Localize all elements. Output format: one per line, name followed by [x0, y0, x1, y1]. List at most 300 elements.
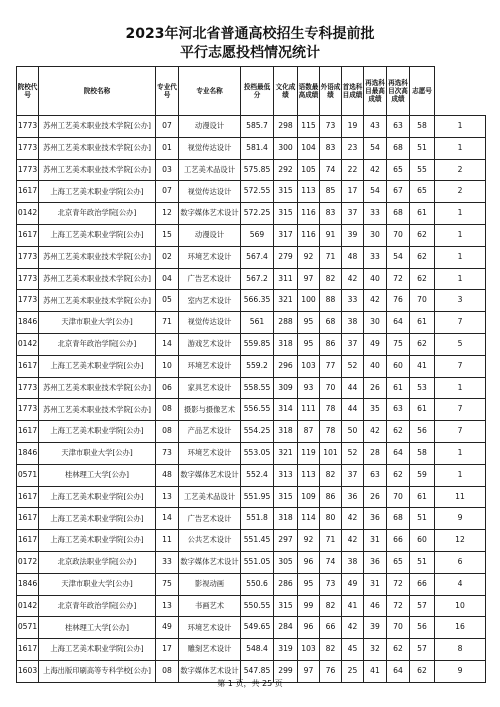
cell-major-name: 家具艺术设计	[179, 377, 241, 399]
cell-first-subject: 42	[342, 530, 364, 552]
cell-second-subject-max: 28	[364, 442, 387, 464]
cell-culture-score: 319	[274, 639, 298, 661]
cell-first-subject: 17	[342, 181, 364, 203]
cell-major-name: 数字媒体艺术设计	[179, 203, 241, 225]
cell-culture-score: 311	[274, 268, 298, 290]
cell-undefined: 9	[435, 660, 486, 682]
cell-second-subject-max: 30	[364, 312, 387, 334]
cell-undefined: 2	[435, 159, 486, 181]
cell-second-subject-next: 65	[387, 551, 410, 573]
cell-culture-score: 318	[274, 508, 298, 530]
cell-school-name: 苏州工艺美术职业技术学院[公办]	[39, 159, 156, 181]
cell-major-code: 06	[156, 377, 179, 399]
cell-preference-no: 56	[410, 421, 435, 443]
cell-chinese-math-max: 99	[298, 595, 320, 617]
cell-school-code: 1773	[17, 137, 39, 159]
cell-second-subject-next: 72	[387, 268, 410, 290]
cell-first-subject: 37	[342, 333, 364, 355]
cell-school-name: 桂林理工大学[公办]	[39, 617, 156, 639]
cell-chinese-math-max: 92	[298, 246, 320, 268]
cell-preference-no: 65	[410, 181, 435, 203]
cell-foreign-lang: 74	[320, 551, 342, 573]
cell-first-subject: 23	[342, 137, 364, 159]
cell-min-score: 567.2	[241, 268, 274, 290]
cell-first-subject: 42	[342, 508, 364, 530]
document-title: 2023年河北省普通高校招生专科提前批	[125, 26, 375, 42]
cell-chinese-math-max: 115	[298, 116, 320, 138]
column-header-second-subject-max: 再选科目最高成绩	[364, 67, 387, 116]
cell-foreign-lang: 73	[320, 116, 342, 138]
table-body	[17, 116, 486, 683]
cell-major-code: 05	[156, 290, 179, 312]
cell-major-name: 广告艺术设计	[179, 268, 241, 290]
column-header-foreign-lang: 外语成绩	[320, 67, 342, 116]
cell-preference-no: 66	[410, 573, 435, 595]
cell-preference-no: 51	[410, 551, 435, 573]
table-header	[17, 67, 486, 116]
cell-major-name: 工艺美术品设计	[179, 159, 241, 181]
cell-major-name: 公共艺术设计	[179, 530, 241, 552]
cell-second-subject-max: 30	[364, 224, 387, 246]
cell-min-score: 552.4	[241, 464, 274, 486]
cell-major-code: 33	[156, 551, 179, 573]
cell-school-name: 上海出版印刷高等专科学校[公办]	[39, 660, 156, 682]
cell-second-subject-next: 70	[387, 617, 410, 639]
cell-school-code: 0142	[17, 333, 39, 355]
table-row	[17, 268, 486, 290]
cell-chinese-math-max: 97	[298, 268, 320, 290]
cell-second-subject-next: 66	[387, 530, 410, 552]
cell-second-subject-next: 62	[387, 639, 410, 661]
cell-school-name: 上海工艺美术职业学院[公办]	[39, 421, 156, 443]
cell-second-subject-max: 42	[364, 159, 387, 181]
table-row	[17, 399, 486, 421]
admission-table	[16, 66, 486, 683]
cell-school-name: 北京政法职业学院[公办]	[39, 551, 156, 573]
cell-min-score: 558.55	[241, 377, 274, 399]
cell-first-subject: 52	[342, 442, 364, 464]
cell-second-subject-max: 49	[364, 333, 387, 355]
cell-foreign-lang: 66	[320, 617, 342, 639]
cell-major-name: 雕刻艺术设计	[179, 639, 241, 661]
cell-major-name: 数字媒体艺术设计	[179, 464, 241, 486]
cell-major-name: 工艺美术品设计	[179, 486, 241, 508]
cell-chinese-math-max: 111	[298, 399, 320, 421]
cell-school-code: 1773	[17, 290, 39, 312]
cell-second-subject-max: 54	[364, 137, 387, 159]
cell-second-subject-max: 54	[364, 181, 387, 203]
cell-school-code: 1617	[17, 639, 39, 661]
cell-preference-no: 56	[410, 617, 435, 639]
cell-school-name: 上海工艺美术职业学院[公办]	[39, 224, 156, 246]
cell-school-code: 1617	[17, 530, 39, 552]
cell-school-name: 天津市职业大学[公办]	[39, 312, 156, 334]
cell-first-subject: 42	[342, 268, 364, 290]
cell-undefined: 8	[435, 639, 486, 661]
cell-first-subject: 44	[342, 399, 364, 421]
cell-major-code: 07	[156, 116, 179, 138]
cell-undefined: 7	[435, 355, 486, 377]
cell-preference-no: 62	[410, 660, 435, 682]
cell-first-subject: 38	[342, 551, 364, 573]
cell-major-code: 08	[156, 660, 179, 682]
cell-school-code: 0571	[17, 464, 39, 486]
cell-min-score: 550.6	[241, 573, 274, 595]
cell-first-subject: 33	[342, 290, 364, 312]
cell-undefined: 1	[435, 116, 486, 138]
cell-min-score: 549.65	[241, 617, 274, 639]
cell-min-score: 566.35	[241, 290, 274, 312]
cell-culture-score: 318	[274, 421, 298, 443]
cell-preference-no: 53	[410, 377, 435, 399]
cell-school-name: 上海工艺美术职业学院[公办]	[39, 639, 156, 661]
cell-chinese-math-max: 95	[298, 333, 320, 355]
cell-second-subject-next: 70	[387, 486, 410, 508]
cell-major-code: 04	[156, 268, 179, 290]
column-header-preference-no: 志愿号	[410, 67, 435, 116]
cell-major-code: 14	[156, 508, 179, 530]
table-row	[17, 421, 486, 443]
cell-major-code: 48	[156, 464, 179, 486]
cell-first-subject: 19	[342, 116, 364, 138]
table-row	[17, 639, 486, 661]
cell-major-name: 视觉传达设计	[179, 181, 241, 203]
cell-school-name: 上海工艺美术职业学院[公办]	[39, 181, 156, 203]
cell-school-name: 天津市职业大学[公办]	[39, 442, 156, 464]
cell-culture-score: 318	[274, 333, 298, 355]
cell-min-score: 572.55	[241, 181, 274, 203]
cell-preference-no: 61	[410, 203, 435, 225]
cell-foreign-lang: 82	[320, 268, 342, 290]
column-header-major-name: 专业名称	[179, 67, 241, 116]
cell-min-score: 548.4	[241, 639, 274, 661]
cell-second-subject-next: 65	[387, 159, 410, 181]
cell-culture-score: 284	[274, 617, 298, 639]
cell-school-code: 1773	[17, 246, 39, 268]
cell-culture-score: 315	[274, 203, 298, 225]
cell-school-code: 1773	[17, 116, 39, 138]
cell-major-name: 动漫设计	[179, 224, 241, 246]
cell-undefined: 1	[435, 203, 486, 225]
cell-second-subject-next: 54	[387, 246, 410, 268]
cell-school-name: 上海工艺美术职业学院[公办]	[39, 530, 156, 552]
cell-school-code: 1617	[17, 224, 39, 246]
cell-foreign-lang: 71	[320, 246, 342, 268]
cell-first-subject: 48	[342, 246, 364, 268]
table-row	[17, 573, 486, 595]
table-row	[17, 551, 486, 573]
table-row	[17, 137, 486, 159]
cell-school-name: 苏州工艺美术职业技术学院[公办]	[39, 268, 156, 290]
cell-school-code: 0172	[17, 551, 39, 573]
cell-second-subject-max: 41	[364, 660, 387, 682]
cell-second-subject-max: 39	[364, 617, 387, 639]
cell-chinese-math-max: 113	[298, 464, 320, 486]
cell-major-code: 13	[156, 486, 179, 508]
cell-first-subject: 45	[342, 639, 364, 661]
cell-chinese-math-max: 104	[298, 137, 320, 159]
cell-undefined: 4	[435, 573, 486, 595]
column-header-school-code: 院校代号	[17, 67, 39, 116]
cell-school-name: 苏州工艺美术职业技术学院[公办]	[39, 116, 156, 138]
cell-culture-score: 313	[274, 464, 298, 486]
cell-culture-score: 296	[274, 355, 298, 377]
cell-undefined: 10	[435, 595, 486, 617]
cell-major-name: 摄影与摄像艺术	[179, 399, 241, 421]
cell-school-code: 1846	[17, 312, 39, 334]
cell-culture-score: 317	[274, 224, 298, 246]
cell-min-score: 551.95	[241, 486, 274, 508]
cell-second-subject-max: 35	[364, 399, 387, 421]
cell-chinese-math-max: 113	[298, 181, 320, 203]
cell-major-name: 环境艺术设计	[179, 442, 241, 464]
cell-major-code: 73	[156, 442, 179, 464]
cell-second-subject-next: 76	[387, 290, 410, 312]
cell-chinese-math-max: 96	[298, 617, 320, 639]
cell-foreign-lang: 78	[320, 399, 342, 421]
column-header-second-subject-next: 再选科目次高成绩	[387, 67, 410, 116]
cell-culture-score: 314	[274, 399, 298, 421]
cell-preference-no: 61	[410, 312, 435, 334]
cell-second-subject-max: 43	[364, 116, 387, 138]
cell-culture-score: 292	[274, 159, 298, 181]
cell-min-score: 561	[241, 312, 274, 334]
cell-school-code: 0142	[17, 595, 39, 617]
table-row	[17, 333, 486, 355]
cell-preference-no: 61	[410, 399, 435, 421]
cell-chinese-math-max: 92	[298, 530, 320, 552]
cell-second-subject-next: 68	[387, 508, 410, 530]
cell-school-name: 上海工艺美术职业学院[公办]	[39, 508, 156, 530]
cell-culture-score: 315	[274, 181, 298, 203]
cell-undefined: 1	[435, 442, 486, 464]
cell-min-score: 553.05	[241, 442, 274, 464]
cell-school-code: 1617	[17, 421, 39, 443]
cell-major-name: 环境艺术设计	[179, 617, 241, 639]
cell-first-subject: 39	[342, 224, 364, 246]
cell-school-name: 天津市职业大学[公办]	[39, 573, 156, 595]
cell-second-subject-next: 68	[387, 137, 410, 159]
cell-foreign-lang: 83	[320, 137, 342, 159]
cell-major-name: 视觉传达设计	[179, 312, 241, 334]
cell-major-code: 01	[156, 137, 179, 159]
cell-school-code: 1773	[17, 399, 39, 421]
cell-second-subject-next: 72	[387, 595, 410, 617]
cell-second-subject-next: 67	[387, 181, 410, 203]
cell-culture-score: 321	[274, 290, 298, 312]
cell-chinese-math-max: 95	[298, 573, 320, 595]
cell-undefined: 1	[435, 464, 486, 486]
table-row	[17, 442, 486, 464]
cell-second-subject-max: 42	[364, 421, 387, 443]
cell-major-code: 03	[156, 159, 179, 181]
cell-school-name: 苏州工艺美术职业技术学院[公办]	[39, 137, 156, 159]
cell-major-name: 影视动画	[179, 573, 241, 595]
cell-second-subject-next: 64	[387, 312, 410, 334]
cell-min-score: 572.25	[241, 203, 274, 225]
cell-major-name: 产品艺术设计	[179, 421, 241, 443]
cell-major-name: 动漫设计	[179, 116, 241, 138]
cell-second-subject-next: 75	[387, 333, 410, 355]
header-row	[17, 67, 486, 116]
cell-school-name: 北京青年政治学院[公办]	[39, 333, 156, 355]
cell-chinese-math-max: 103	[298, 355, 320, 377]
cell-major-code: 13	[156, 595, 179, 617]
cell-preference-no: 58	[410, 116, 435, 138]
cell-second-subject-max: 42	[364, 290, 387, 312]
cell-undefined: 9	[435, 508, 486, 530]
cell-school-code: 1773	[17, 268, 39, 290]
cell-min-score: 551.45	[241, 530, 274, 552]
table-row	[17, 116, 486, 138]
cell-foreign-lang: 70	[320, 377, 342, 399]
column-header-first-subject: 首选科目成绩	[342, 67, 364, 116]
cell-min-score: 547.85	[241, 660, 274, 682]
cell-school-code: 1617	[17, 355, 39, 377]
cell-second-subject-next: 72	[387, 573, 410, 595]
cell-chinese-math-max: 114	[298, 508, 320, 530]
cell-school-code: 1617	[17, 181, 39, 203]
cell-second-subject-max: 31	[364, 573, 387, 595]
cell-major-code: 15	[156, 224, 179, 246]
cell-chinese-math-max: 96	[298, 551, 320, 573]
table-row	[17, 617, 486, 639]
cell-second-subject-max: 33	[364, 203, 387, 225]
cell-min-score: 569	[241, 224, 274, 246]
table-row	[17, 290, 486, 312]
cell-second-subject-next: 62	[387, 464, 410, 486]
cell-foreign-lang: 91	[320, 224, 342, 246]
cell-chinese-math-max: 109	[298, 486, 320, 508]
cell-first-subject: 25	[342, 660, 364, 682]
cell-second-subject-next: 62	[387, 421, 410, 443]
cell-preference-no: 59	[410, 464, 435, 486]
cell-first-subject: 42	[342, 617, 364, 639]
cell-chinese-math-max: 116	[298, 203, 320, 225]
cell-foreign-lang: 68	[320, 312, 342, 334]
cell-culture-score: 309	[274, 377, 298, 399]
cell-foreign-lang: 74	[320, 159, 342, 181]
cell-first-subject: 37	[342, 464, 364, 486]
cell-preference-no: 58	[410, 442, 435, 464]
cell-major-code: 12	[156, 203, 179, 225]
cell-preference-no: 62	[410, 333, 435, 355]
cell-min-score: 567.4	[241, 246, 274, 268]
cell-major-name: 室内艺术设计	[179, 290, 241, 312]
column-header-culture-score: 文化成绩	[274, 67, 298, 116]
cell-first-subject: 52	[342, 355, 364, 377]
cell-culture-score: 321	[274, 442, 298, 464]
cell-school-name: 苏州工艺美术职业技术学院[公办]	[39, 290, 156, 312]
cell-major-code: 08	[156, 399, 179, 421]
table-row	[17, 246, 486, 268]
cell-undefined: 6	[435, 551, 486, 573]
cell-min-score: 556.55	[241, 399, 274, 421]
cell-undefined: 1	[435, 137, 486, 159]
cell-chinese-math-max: 93	[298, 377, 320, 399]
cell-major-code: 49	[156, 617, 179, 639]
cell-preference-no: 57	[410, 639, 435, 661]
cell-second-subject-max: 32	[364, 639, 387, 661]
cell-chinese-math-max: 97	[298, 660, 320, 682]
cell-second-subject-next: 63	[387, 116, 410, 138]
cell-foreign-lang: 85	[320, 181, 342, 203]
cell-school-name: 上海工艺美术职业学院[公办]	[39, 486, 156, 508]
cell-min-score: 559.85	[241, 333, 274, 355]
cell-foreign-lang: 82	[320, 464, 342, 486]
cell-major-code: 07	[156, 181, 179, 203]
cell-preference-no: 62	[410, 268, 435, 290]
cell-culture-score: 299	[274, 660, 298, 682]
table-row	[17, 377, 486, 399]
cell-school-name: 桂林理工大学[公办]	[39, 464, 156, 486]
cell-major-code: 71	[156, 312, 179, 334]
column-header-chinese-math-max: 语数最高成绩	[298, 67, 320, 116]
cell-chinese-math-max: 103	[298, 639, 320, 661]
cell-foreign-lang: 73	[320, 573, 342, 595]
cell-chinese-math-max: 119	[298, 442, 320, 464]
cell-min-score: 551.8	[241, 508, 274, 530]
cell-undefined: 7	[435, 399, 486, 421]
cell-school-code: 0571	[17, 617, 39, 639]
cell-undefined: 5	[435, 333, 486, 355]
column-header-school-name: 院校名称	[39, 67, 156, 116]
cell-major-name: 环境艺术设计	[179, 355, 241, 377]
cell-second-subject-next: 70	[387, 224, 410, 246]
cell-major-name: 书画艺术	[179, 595, 241, 617]
table-row	[17, 530, 486, 552]
cell-undefined: 7	[435, 421, 486, 443]
cell-first-subject: 41	[342, 595, 364, 617]
cell-school-code: 1603	[17, 660, 39, 682]
cell-major-name: 视觉传达设计	[179, 137, 241, 159]
cell-first-subject: 49	[342, 573, 364, 595]
table-row	[17, 159, 486, 181]
cell-first-subject: 38	[342, 312, 364, 334]
cell-school-code: 1846	[17, 442, 39, 464]
cell-second-subject-max: 46	[364, 595, 387, 617]
cell-second-subject-max: 40	[364, 268, 387, 290]
cell-chinese-math-max: 100	[298, 290, 320, 312]
cell-min-score: 550.55	[241, 595, 274, 617]
table-row	[17, 203, 486, 225]
cell-school-code: 1617	[17, 508, 39, 530]
cell-school-code: 1773	[17, 159, 39, 181]
cell-undefined: 3	[435, 290, 486, 312]
cell-school-name: 北京青年政治学院[公办]	[39, 595, 156, 617]
cell-undefined: 7	[435, 312, 486, 334]
table-row	[17, 486, 486, 508]
cell-preference-no: 62	[410, 246, 435, 268]
cell-foreign-lang: 83	[320, 203, 342, 225]
cell-major-code: 11	[156, 530, 179, 552]
cell-culture-score: 305	[274, 551, 298, 573]
cell-major-name: 游戏艺术设计	[179, 333, 241, 355]
cell-second-subject-max: 63	[364, 464, 387, 486]
cell-second-subject-max: 36	[364, 508, 387, 530]
cell-major-code: 17	[156, 639, 179, 661]
cell-min-score: 581.4	[241, 137, 274, 159]
cell-min-score: 554.25	[241, 421, 274, 443]
cell-foreign-lang: 76	[320, 660, 342, 682]
column-header-major-code: 专业代号	[156, 67, 179, 116]
cell-undefined: 11	[435, 486, 486, 508]
cell-second-subject-max: 26	[364, 377, 387, 399]
table-row	[17, 508, 486, 530]
cell-culture-score: 288	[274, 312, 298, 334]
cell-preference-no: 70	[410, 290, 435, 312]
cell-preference-no: 51	[410, 137, 435, 159]
